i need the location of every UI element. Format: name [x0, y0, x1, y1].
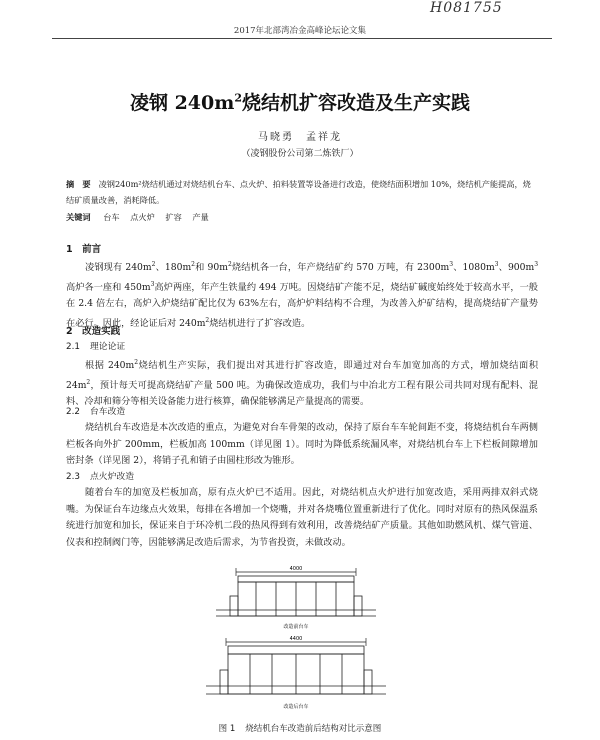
caption-number: 图 1: [218, 724, 236, 734]
section-heading-1: [66, 241, 101, 255]
keywords-label: 关键词: [66, 212, 91, 222]
section-heading-2: [66, 323, 120, 337]
abstract-label: 摘 要: [66, 179, 91, 189]
subsection-number: 2.3: [66, 472, 80, 482]
bottom-dim-label: 4400: [289, 636, 303, 642]
running-header: 2017年北部湾冶金高峰论坛论文集: [233, 26, 367, 36]
after-label: 改造后台车: [283, 704, 309, 710]
section-number: 2: [66, 326, 73, 337]
authors: 马晓勇 孟祥龙: [258, 132, 342, 143]
title-sup: 2: [234, 91, 243, 105]
paper-title: [0, 88, 600, 115]
keyword-item: 点火炉: [130, 212, 155, 222]
keywords: [66, 212, 536, 223]
paragraph-pallet: 烧结机台车改造是本次改造的重点，为避免对台车骨架的改动，保持了原台车车轮间距不变，将烧结机台车两侧栏板各向外扩 200mm，栏板加高 100mm（详见图 1）。同时为降低系统漏风率，对烧结机台车上下栏板间隙增加密封条（详见图 2），将销子孔和销子由圆柱形改为锥形。: [66, 422, 538, 466]
subsection-title: 理论论证: [90, 342, 126, 352]
section-number: 1: [66, 244, 73, 255]
header-rule: [52, 38, 552, 39]
keyword-item: 扩容: [165, 212, 182, 222]
paragraph-ignition: 随着台车的加宽及栏板加高，原有点火炉已不适用。因此，对烧结机点火炉进行加宽改造，采用两排双斜式烧嘴。为保证台车边缘点火效果，每排在各增加一个烧嘴，并对各烧嘴位置重新进行了优化。同时对原有的热风保温系统进行加宽和加长，保证来自于环冷机二段的热风得到有效利用，改善烧结矿产质量。其他如助燃风机、煤气管道、仪表和控制阀门等，因能够满足改造后需求，为节省投资，未做改动。: [66, 487, 538, 548]
subsection-title: 台车改造: [90, 407, 126, 417]
pallet-before: [216, 576, 376, 616]
before-label: 改造前台车: [283, 624, 309, 630]
paragraph-theory: 根据 $240m^2$烧结机生产实际，我们提出对其进行扩容改造，即通过对台车加宽加高的方式，增加烧结面积 $24m^2$，预计每天可提高烧结矿产量 500 吨。为确保改造成功，我们与中冶北方工程有限公司共同对现有配料、混料、冷却和筛分等相关设备能力进行核算，确保能够满足产量提高的需要。: [66, 359, 539, 408]
abstract: [66, 176, 536, 208]
caption-text: 烧结机台车改造前后结构对比示意图: [245, 724, 382, 734]
bottom-dimension: [226, 636, 366, 646]
subsection-heading-2-3: [66, 469, 134, 482]
paragraph-intro: 凌钢现有 $240m^2$、$180m^2$和 $90m^2$烧结机各一台，年产烧结矿约 570 万吨，有 $2300m^3$、$1080m^3$、$900m^3$高炉各一座和 $450m^3$高炉两座，年产生铁量约 494 万吨。因烧结矿产能不足，烧结矿碱度始终处于较高水平，一般在 2.4 倍左右，高炉入炉烧结矿配比仅为 63%左右，高炉炉料结构不合理，为改善入炉矿结构，提高烧结矿产量势在必行。因此，经论证后对 $240m^2$烧结机进行了扩容改造。: [66, 261, 539, 329]
title-prefix: 凌钢 240m: [129, 92, 235, 114]
section-title: 改造实践: [82, 326, 121, 337]
subsection-number: 2.2: [66, 407, 80, 417]
top-dimension: [236, 566, 356, 576]
figure-1-diagram: [196, 566, 396, 726]
subsection-title: 点火炉改造: [90, 472, 134, 482]
abstract-text: 凌钢240m²烧结机通过对烧结机台车、点火炉、拍料装置等设备进行改造，使烧结面积增加 10%，烧结机产能提高，烧结矿质量改善，消耗降低。: [66, 179, 531, 205]
title-suffix: 烧结机扩容改造及生产实践: [242, 92, 471, 114]
keyword-item: 台车: [103, 212, 120, 222]
section-title: 前言: [82, 244, 102, 255]
figure-caption: [0, 722, 600, 734]
subsection-number: 2.1: [66, 342, 80, 352]
subsection-heading-2-1: [66, 339, 125, 352]
affiliation: （凌钢股份公司第二炼铁厂）: [241, 149, 359, 159]
keyword-item: 产量: [192, 212, 209, 222]
top-dim-label: 4000: [289, 566, 303, 572]
handwritten-mark: H081755: [430, 0, 503, 16]
subsection-heading-2-2: [66, 404, 125, 417]
pallet-after: [206, 646, 386, 694]
